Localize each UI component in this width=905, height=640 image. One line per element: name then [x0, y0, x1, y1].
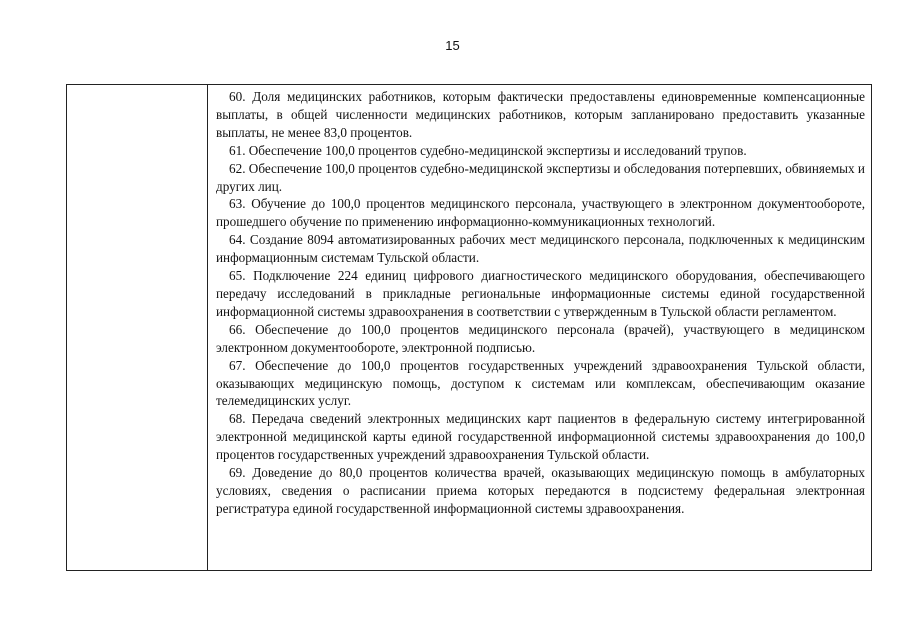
list-item-61: 61. Обеспечение 100,0 процентов судебно-медицинской экспертизы и исследований трупов. — [229, 142, 747, 158]
list-item-64: 64. Создание 8094 автоматизированных рабочих мест медицинского персонала, подключенных к медицинским информационным системам Тульской области. — [216, 232, 865, 266]
list-item-68: 68. Передача сведений электронных медицинских карт пациентов в федеральную систему интегрированной электронной медицинской карты единой государственной информационной системы здравоохранения до 100,0 процентов государственных учреждений здравоохранения Тульской области. — [216, 411, 865, 463]
list-item-63: 63. Обучение до 100,0 процентов медицинского персонала, участвующего в электронном документообороте, прошедшего обучение по применению информационно-коммуникационных технологий. — [216, 196, 865, 230]
list-item-65: 65. Подключение 224 единиц цифрового диагностического медицинского оборудования, обеспечивающего передачу исследований в прикладные региональные информационные системы единой государственной информационной системы здравоохранения в соответствии с утвержденным в Тульской области регламентом. — [216, 268, 865, 319]
table-right-cell — [208, 85, 871, 570]
list-item-60: 60. Доля медицинских работников, которым фактически предоставлены единовременные компенсационные выплаты, в общей численности медицинских работников, которым запланировано предоставить указанные выплаты, не менее 83,0 процентов. — [216, 89, 865, 140]
page-number: 15 — [445, 38, 460, 53]
table-left-cell — [67, 85, 208, 570]
list-item-69: 69. Доведение до 80,0 процентов количества врачей, оказывающих медицинскую помощь в амбулаторных условиях, сведения о расписании приема которых передаются в подсистему федеральная электронная регистратура единой государственной информационной системы здравоохранения. — [216, 465, 865, 516]
list-item-66: 66. Обеспечение до 100,0 процентов медицинского персонала (врачей), участвующего в медицинском электронном документообороте, электронной подписью. — [216, 321, 865, 355]
list-item-62: 62. Обеспечение 100,0 процентов судебно-медицинской экспертизы и обследования потерпевших, обвиняемых и других лиц. — [216, 160, 865, 194]
document-table — [66, 84, 872, 571]
list-item-67: 67. Обеспечение до 100,0 процентов государственных учреждений здравоохранения Тульской области, оказывающих медицинскую помощь, доступом к системам или комплексам, обеспечивающим оказание телемедицинских услуг. — [216, 357, 865, 409]
